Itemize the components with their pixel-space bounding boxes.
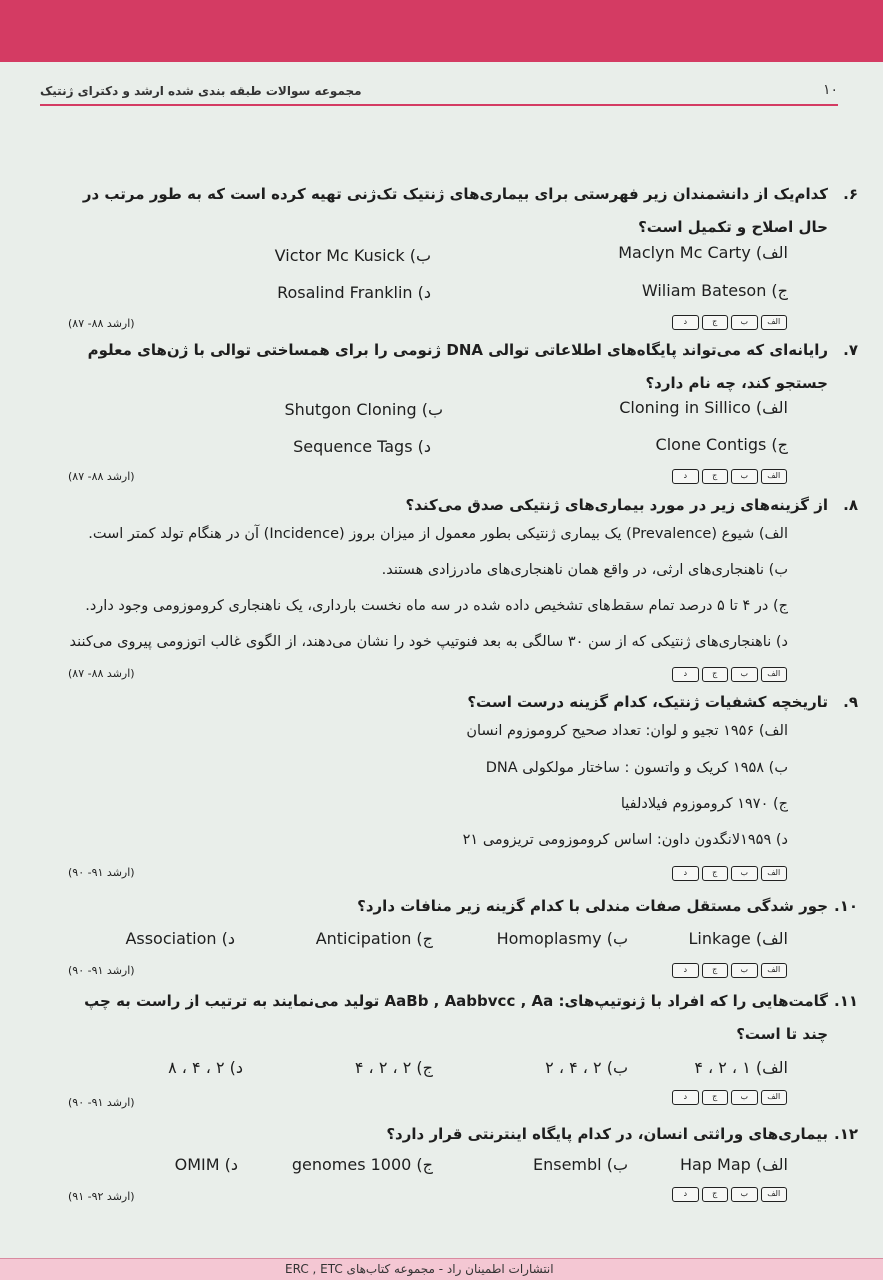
exam-source: (ارشد ۹۱- ۹۰): [68, 866, 135, 879]
question-text: از گزینه‌های زیر در مورد بیماری‌های ژنتیکی صدق می‌کند؟: [405, 496, 828, 514]
question-text: گامت‌هایی را که افراد با ژنوتیپ‌های: AaBb , Aabbvcc , Aa تولید می‌نمایند به ترتیب از راست به چپ چند تا است؟: [84, 992, 828, 1043]
question-number: ۱۰.: [833, 897, 858, 915]
question-10: [65, 890, 858, 923]
answer-boxes: [672, 1090, 787, 1105]
question-number: ۸.: [843, 496, 858, 514]
answer-boxes: [672, 1187, 787, 1202]
question-9: [65, 686, 858, 719]
option-a: الف) Linkage: [688, 929, 788, 948]
exam-source: (ارشد ۸۸- ۸۷): [68, 470, 135, 483]
question-number: ۱۱.: [833, 992, 858, 1010]
answer-box-d[interactable]: د: [672, 866, 699, 881]
answer-boxes: [672, 469, 787, 484]
option-d: د) ۲ ، ۴ ، ۸: [168, 1058, 243, 1077]
answer-box-b[interactable]: ب: [731, 1187, 758, 1202]
question-text: کدام‌یک از دانشمندان زیر فهرستی برای بیماری‌های ژنتیک تک‌ژنی تهیه کرده است که به طور مرتب در حال اصلاح و تکمیل است؟: [82, 185, 828, 236]
answer-box-a[interactable]: الف: [761, 469, 788, 484]
answer-box-d[interactable]: د: [672, 963, 699, 978]
option-d: د) OMIM: [174, 1155, 238, 1174]
question-number: ۷.: [843, 341, 858, 359]
question-8: [65, 489, 858, 522]
option-b: ب) Victor Mc Kusick: [274, 246, 431, 265]
answer-box-a[interactable]: الف: [761, 315, 788, 330]
option-b: ب) ۱۹۵۸ کریک و واتسون : ساختار مولکولی DNA: [485, 760, 788, 776]
question-text: رایانه‌ای که می‌تواند پایگاه‌های اطلاعاتی توالی DNA ژنومی را برای همساختی توالی با ژن‌های معلوم جستجو کند، چه نام دارد؟: [87, 341, 828, 392]
answer-box-c[interactable]: ج: [702, 1187, 729, 1202]
answer-box-a[interactable]: الف: [761, 866, 788, 881]
answer-box-b[interactable]: ب: [731, 469, 758, 484]
answer-box-a[interactable]: الف: [761, 1090, 788, 1105]
exam-source: (ارشد ۸۸- ۸۷): [68, 317, 135, 330]
page-footer: [0, 1258, 883, 1280]
answer-box-c[interactable]: ج: [702, 469, 729, 484]
option-b: ب) Homoplasmy: [496, 929, 628, 948]
exam-source: (ارشد ۹۲- ۹۱): [68, 1190, 135, 1203]
option-a: الف) ۱ ، ۲ ، ۴: [694, 1058, 788, 1077]
answer-box-a[interactable]: الف: [761, 963, 788, 978]
option-c: ج) Wiliam Bateson: [641, 281, 788, 300]
exam-source: (ارشد ۹۱- ۹۰): [68, 1096, 135, 1109]
option-b: ب) Shutgon Cloning: [284, 400, 443, 419]
page-number: ۱۰: [822, 82, 838, 98]
option-b: ب) ناهنجاری‌های ارثی، در واقع همان ناهنجاری‌های مادرزادی هستند.: [381, 562, 788, 578]
option-c: ج) ۲ ، ۲ ، ۴: [354, 1058, 433, 1077]
answer-boxes: [672, 866, 787, 881]
answer-box-b[interactable]: ب: [731, 667, 758, 682]
question-text: بیماری‌های وراثتی انسان، در کدام پایگاه اینترنتی قرار دارد؟: [386, 1125, 828, 1143]
option-b: ب) Ensembl: [532, 1155, 628, 1174]
answer-box-d[interactable]: د: [672, 1187, 699, 1202]
question-number: ۶.: [843, 185, 858, 203]
question-7: [65, 334, 858, 400]
exam-source: (ارشد ۸۸- ۸۷): [68, 667, 135, 680]
answer-box-b[interactable]: ب: [731, 963, 758, 978]
answer-boxes: [672, 963, 787, 978]
option-d: د) ۱۹۵۹لانگدون داون: اساس کروموزومی تریزومی ۲۱: [462, 832, 788, 848]
question-text: تاریخچه کشفیات ژنتیک، کدام گزینه درست است؟: [467, 693, 828, 711]
answer-box-d[interactable]: د: [672, 667, 699, 682]
answer-box-a[interactable]: الف: [761, 1187, 788, 1202]
option-c: ج) Anticipation: [315, 929, 433, 948]
answer-box-c[interactable]: ج: [702, 315, 729, 330]
answer-box-c[interactable]: ج: [702, 963, 729, 978]
answer-box-b[interactable]: ب: [731, 1090, 758, 1105]
option-b: ب) ۲ ، ۴ ، ۲: [545, 1058, 628, 1077]
question-number: ۱۲.: [833, 1125, 858, 1143]
answer-box-c[interactable]: ج: [702, 667, 729, 682]
option-a: الف) Hap Map: [679, 1155, 788, 1174]
exam-source: (ارشد ۹۱- ۹۰): [68, 964, 135, 977]
answer-box-b[interactable]: ب: [731, 866, 758, 881]
option-c: ج) Clone Contigs: [655, 435, 788, 454]
answer-box-c[interactable]: ج: [702, 866, 729, 881]
question-text: جور شدگی مستقل صفات مندلی با کدام گزینه زیر منافات دارد؟: [357, 897, 828, 915]
option-c: ج) در ۴ تا ۵ درصد تمام سقط‌های تشخیص داده شده در سه ماه نخست بارداری، یک ناهنجاری کروموزومی وجود دارد.: [85, 598, 788, 614]
answer-boxes: [672, 315, 787, 330]
option-a: الف) ۱۹۵۶ تجیو و لوان: تعداد صحیح کروموزوم انسان: [466, 723, 788, 739]
option-d: د) Rosalind Franklin: [277, 283, 431, 302]
answer-box-d[interactable]: د: [672, 469, 699, 484]
option-a: الف) شیوع (Prevalence) یک بیماری ژنتیکی بطور معمول از میزان بروز (Incidence) آن در هنگام تولد کمتر است.: [88, 526, 788, 542]
answer-box-c[interactable]: ج: [702, 1090, 729, 1105]
question-number: ۹.: [843, 693, 858, 711]
option-c: ج) ۱۹۷۰ کروموزوم فیلادلفیا: [620, 796, 788, 812]
option-a: الف) Cloning in Sillico: [619, 398, 788, 417]
answer-boxes: [672, 667, 787, 682]
answer-box-b[interactable]: ب: [731, 315, 758, 330]
option-a: الف) Maclyn Mc Carty: [618, 243, 788, 262]
question-6: [65, 178, 858, 244]
header-title: مجموعه سوالات طبقه بندی شده ارشد و دکترای ژنتیک: [40, 84, 362, 98]
question-11: [65, 985, 858, 1051]
option-d: د) ناهنجاری‌های ژنتیکی که از سن ۳۰ سالگی به بعد فنوتیپ خود را نشان می‌دهند، از الگوی غالب اتوزومی پیروی می‌کنند: [69, 634, 788, 650]
question-12: [65, 1118, 858, 1151]
publisher-text: انتشارات اطمینان راد - مجموعه کتاب‌های ERC , ETC: [285, 1262, 554, 1276]
answer-box-d[interactable]: د: [672, 315, 699, 330]
option-d: د) Association: [125, 929, 235, 948]
answer-box-a[interactable]: الف: [761, 667, 788, 682]
option-d: د) Sequence Tags: [293, 437, 431, 456]
option-c: ج) 1000 genomes: [291, 1155, 433, 1174]
answer-box-d[interactable]: د: [672, 1090, 699, 1105]
